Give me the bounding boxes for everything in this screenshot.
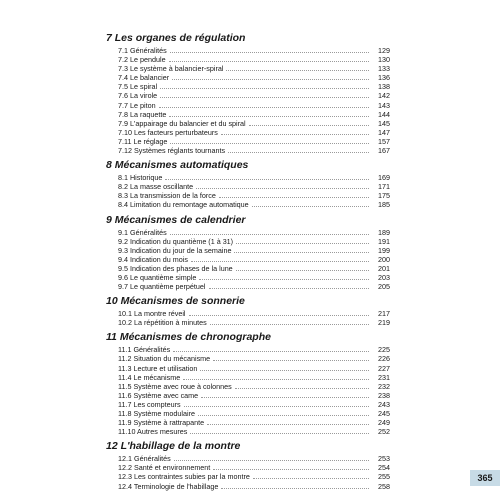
toc-entry-page: 169 <box>378 173 390 183</box>
toc-entry <box>106 119 390 128</box>
chapter-section <box>106 159 390 209</box>
toc-entry-page: 201 <box>378 263 390 273</box>
toc-entry-page: 219 <box>378 318 390 328</box>
toc-entry <box>106 345 390 354</box>
toc-entry-label: 7.11 Le réglage <box>118 136 168 146</box>
page-number <box>470 470 500 486</box>
toc-entry <box>106 128 390 137</box>
dot-leader <box>169 116 369 117</box>
dot-leader <box>236 270 369 271</box>
dot-leader <box>200 370 369 371</box>
dot-leader <box>199 279 369 280</box>
toc-entry <box>106 146 390 155</box>
toc-entry-page: 249 <box>378 418 390 428</box>
toc-entry <box>106 64 390 73</box>
toc-entry-label: 11.4 Le mécanisme <box>118 372 181 382</box>
toc-entry <box>106 373 390 382</box>
toc-entry-label: 9.4 Indication du mois <box>118 254 188 264</box>
dot-leader <box>183 379 369 380</box>
toc-entry <box>106 309 390 318</box>
toc-entry-label: 7.2 Le pendule <box>118 55 166 65</box>
dot-leader <box>170 234 369 235</box>
toc-entry-label: 12.4 Terminologie de l'habillage <box>118 481 219 491</box>
toc-entry-page: 258 <box>378 481 390 491</box>
toc-entry-label: 12.1 Généralités <box>118 454 171 464</box>
toc-entry-page: 226 <box>378 354 390 364</box>
toc-entry-page: 225 <box>378 345 390 355</box>
dot-leader <box>174 460 369 461</box>
toc-entry-label: 12.2 Santé et environnement <box>118 463 211 473</box>
toc-entry-page: 157 <box>378 136 390 146</box>
toc-entry-page: 175 <box>378 191 390 201</box>
toc-entry-page: 145 <box>378 118 390 128</box>
toc-entry-page: 238 <box>378 390 390 400</box>
toc-entry-page: 227 <box>378 363 390 373</box>
dot-leader <box>172 79 369 80</box>
toc-entry <box>106 264 390 273</box>
toc-entry-page: 199 <box>378 245 390 255</box>
toc-entry-label: 11.7 Les compteurs <box>118 399 181 409</box>
toc-entry-label: 8.2 La masse oscillante <box>118 182 194 192</box>
toc-entry <box>106 110 390 119</box>
toc-entry-label: 9.7 Le quantième perpétuel <box>118 282 206 292</box>
dot-leader <box>252 206 369 207</box>
toc-entry-label: 11.3 Lecture et utilisation <box>118 363 198 373</box>
toc-entry <box>106 246 390 255</box>
dot-leader <box>160 97 369 98</box>
toc-entry <box>106 318 390 327</box>
toc-entry <box>106 364 390 373</box>
toc-entry <box>106 228 390 237</box>
toc-entry <box>106 173 390 182</box>
dot-leader <box>226 70 369 71</box>
toc-entry-page: 136 <box>378 73 390 83</box>
toc-entry-label: 11.5 Système avec roue à colonnes <box>118 381 232 391</box>
chapter-title: 9 Mécanismes de calendrier <box>106 213 246 226</box>
toc-entry <box>106 418 390 427</box>
toc-entry-label: 9.1 Généralités <box>118 227 167 237</box>
dot-leader <box>189 315 369 316</box>
dot-leader <box>213 469 369 470</box>
dot-leader <box>159 107 369 108</box>
toc-entry <box>106 391 390 400</box>
toc-entry-page: 252 <box>378 427 390 437</box>
toc-entry-label: 7.4 Le balancier <box>118 73 170 83</box>
toc-entry <box>106 427 390 436</box>
dot-leader <box>165 179 369 180</box>
toc-entry-page: 143 <box>378 100 390 110</box>
toc-entry <box>106 55 390 64</box>
toc-entry <box>106 46 390 55</box>
toc-entry-page: 138 <box>378 82 390 92</box>
dot-leader <box>221 488 369 489</box>
toc-entry-label: 8.4 Limitation du remontage automatique <box>118 200 249 210</box>
toc-entry-page: 203 <box>378 272 390 282</box>
toc-entry-page: 144 <box>378 109 390 119</box>
toc-entry-page: 189 <box>378 227 390 237</box>
dot-leader <box>191 261 369 262</box>
toc-entry-page: 253 <box>378 454 390 464</box>
toc-entry-label: 9.3 Indication du jour de la semaine <box>118 245 232 255</box>
toc-entry-label: 10.1 La montre réveil <box>118 309 186 319</box>
toc-entry-label: 12.3 Les contraintes subies par la montre <box>118 472 250 482</box>
chapter-title: 10 Mécanismes de sonnerie <box>106 295 245 308</box>
chapter-section <box>106 214 390 292</box>
toc-entry <box>106 255 390 264</box>
chapter-title: 11 Mécanismes de chronographe <box>106 331 271 344</box>
dot-leader <box>213 360 369 361</box>
toc-entry-page: 142 <box>378 91 390 101</box>
toc-entry <box>106 472 390 481</box>
toc-entry-label: 11.8 Système modulaire <box>118 409 195 418</box>
toc-entry <box>106 409 390 418</box>
table-of-contents <box>106 32 390 495</box>
dot-leader <box>160 88 369 89</box>
toc-entry <box>106 382 390 391</box>
dot-leader <box>253 478 369 479</box>
toc-entry-page: 200 <box>378 254 390 264</box>
toc-entry-label: 8.3 La transmission de la force <box>118 191 216 201</box>
toc-entry-page: 255 <box>378 472 390 482</box>
toc-entry-page: 245 <box>378 409 390 418</box>
toc-entry-label: 7.7 Le piton <box>118 100 156 110</box>
toc-entry-page: 231 <box>378 372 390 382</box>
dot-leader <box>221 134 369 135</box>
toc-entry-label: 7.5 Le spiral <box>118 82 158 92</box>
toc-entry-page: 185 <box>378 200 390 210</box>
toc-entry-label: 9.2 Indication du quantième (1 à 31) <box>118 236 234 246</box>
dot-leader <box>235 388 369 389</box>
toc-entry <box>106 73 390 82</box>
toc-entry <box>106 237 390 246</box>
chapter-title: 7 Les organes de régulation <box>106 32 246 44</box>
toc-entry <box>106 454 390 463</box>
toc-entry-label: 11.10 Autres mesures <box>118 427 188 437</box>
chapter-section <box>106 32 390 155</box>
dot-leader <box>249 125 369 126</box>
toc-entry-label: 10.2 La répétition à minutes <box>118 318 207 328</box>
dot-leader <box>219 197 369 198</box>
toc-entry-page: 133 <box>378 64 390 74</box>
toc-entry-page: 130 <box>378 55 390 65</box>
toc-entry-label: 9.5 Indication des phases de la lune <box>118 263 233 273</box>
toc-entry-page: 147 <box>378 127 390 137</box>
toc-entry-label: 11.9 Système à rattrapante <box>118 418 205 428</box>
toc-entry-label: 8.1 Historique <box>118 173 163 183</box>
toc-entry-page: 217 <box>378 309 390 319</box>
chapter-section <box>106 331 390 436</box>
toc-entry <box>106 354 390 363</box>
toc-entry <box>106 82 390 91</box>
toc-entry-label: 7.6 La virole <box>118 91 158 101</box>
toc-entry-label: 11.2 Situation du mécanisme <box>118 354 211 364</box>
toc-entry-label: 7.8 La raquette <box>118 109 167 119</box>
chapter-title: 8 Mécanismes automatiques <box>106 159 249 172</box>
toc-entry <box>106 282 390 291</box>
dot-leader <box>234 252 369 253</box>
dot-leader <box>210 324 369 325</box>
toc-entry-label: 7.3 Le système à balancier-spiral <box>118 64 224 74</box>
dot-leader <box>169 61 369 62</box>
dot-leader <box>170 143 369 144</box>
toc-entry-label: 7.9 L'appairage du balancier et du spiral <box>118 118 246 128</box>
toc-entry-label: 7.10 Les facteurs perturbateurs <box>118 127 218 137</box>
toc-entry <box>106 463 390 472</box>
toc-entry <box>106 400 390 409</box>
chapter-section <box>106 440 390 490</box>
toc-entry-label: 11.1 Généralités <box>118 345 171 355</box>
chapter-section <box>106 295 390 327</box>
dot-leader <box>209 288 369 289</box>
toc-entry <box>106 191 390 200</box>
toc-entry-label: 7.1 Généralités <box>118 46 167 55</box>
dot-leader <box>198 415 369 416</box>
toc-entry-label: 11.6 Système avec came <box>118 390 199 400</box>
dot-leader <box>170 52 369 53</box>
toc-entry-label: 7.12 Systèmes réglants tournants <box>118 146 226 156</box>
dot-leader <box>190 433 369 434</box>
page-number-label: 365 <box>477 473 493 483</box>
toc-entry-page: 191 <box>378 236 390 246</box>
toc-entry-label: 9.6 Le quantième simple <box>118 272 197 282</box>
dot-leader <box>236 243 369 244</box>
dot-leader <box>201 397 369 398</box>
toc-entry-page: 243 <box>378 399 390 409</box>
dot-leader <box>173 351 369 352</box>
toc-entry <box>106 482 390 491</box>
dot-leader <box>196 188 369 189</box>
toc-entry-page: 171 <box>378 182 390 192</box>
toc-entry-page: 254 <box>378 463 390 473</box>
toc-entry-page: 205 <box>378 282 390 292</box>
toc-entry <box>106 101 390 110</box>
chapter-title: 12 L'habillage de la montre <box>106 440 241 453</box>
toc-entry <box>106 182 390 191</box>
dot-leader <box>207 424 369 425</box>
dot-leader <box>228 152 369 153</box>
toc-entry-page: 232 <box>378 381 390 391</box>
toc-entry-page: 129 <box>378 46 390 55</box>
toc-entry <box>106 137 390 146</box>
toc-entry <box>106 273 390 282</box>
toc-entry-page: 167 <box>378 146 390 156</box>
toc-entry <box>106 200 390 209</box>
dot-leader <box>184 406 369 407</box>
toc-entry <box>106 91 390 100</box>
